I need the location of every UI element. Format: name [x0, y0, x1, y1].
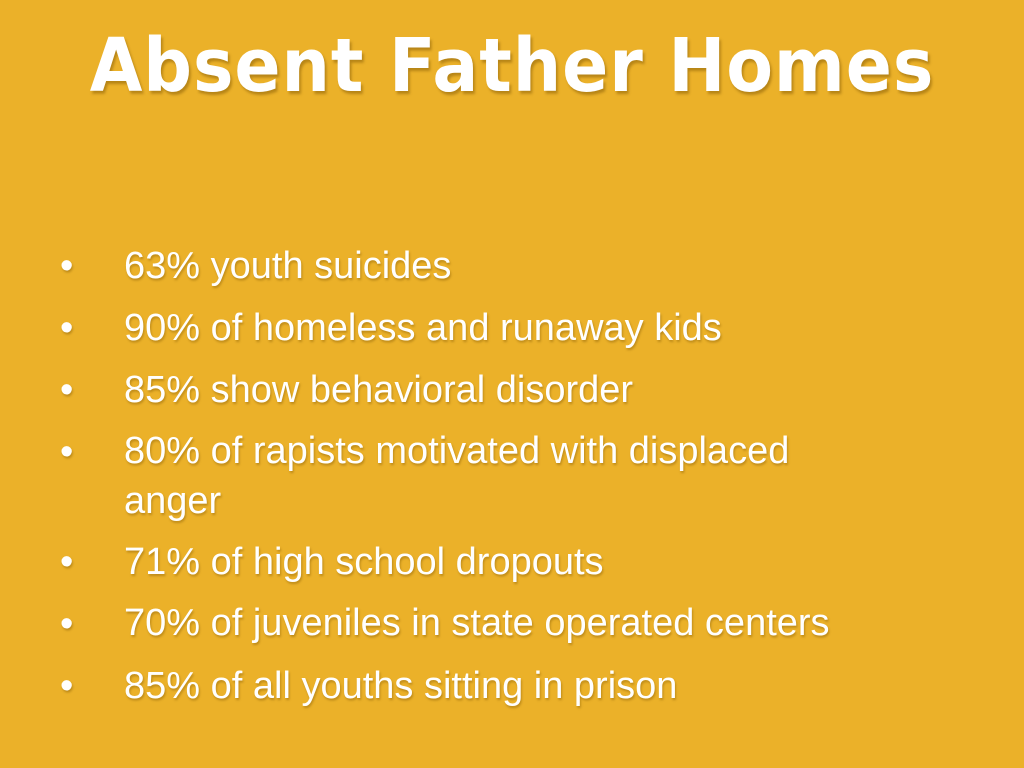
bullet-marker: •: [60, 307, 74, 349]
bullet-marker: •: [60, 541, 74, 583]
bullet-text: 90% of homeless and runaway kids: [124, 307, 722, 349]
bullet-list: [60, 240, 960, 722]
bullet-text: 85% of all youths sitting in prison: [124, 665, 678, 707]
bullet-text: 63% youth suicides: [124, 245, 452, 287]
bullet-item-6: [60, 598, 960, 650]
bullet-marker: •: [60, 665, 74, 707]
bullet-text: 70% of juveniles in state operated centers: [124, 602, 830, 644]
bullet-marker: •: [60, 431, 74, 473]
slide-title: Absent Father Homes: [89, 23, 935, 109]
bullet-marker: •: [60, 603, 74, 645]
bullet-item-3: [60, 364, 960, 416]
bullet-text: 71% of high school dropouts: [124, 541, 604, 583]
bullet-item-7: [60, 660, 960, 712]
bullet-text: 85% show behavioral disorder: [124, 369, 634, 411]
bullet-text: 80% of rapists motivated with displaced anger: [124, 430, 790, 522]
bullet-marker: •: [60, 245, 74, 287]
bullet-item-5: [60, 536, 960, 588]
bullet-item-2: [60, 302, 960, 354]
bullet-item-4: [60, 426, 960, 526]
bullet-item-1: [60, 240, 960, 292]
bullet-marker: •: [60, 369, 74, 411]
